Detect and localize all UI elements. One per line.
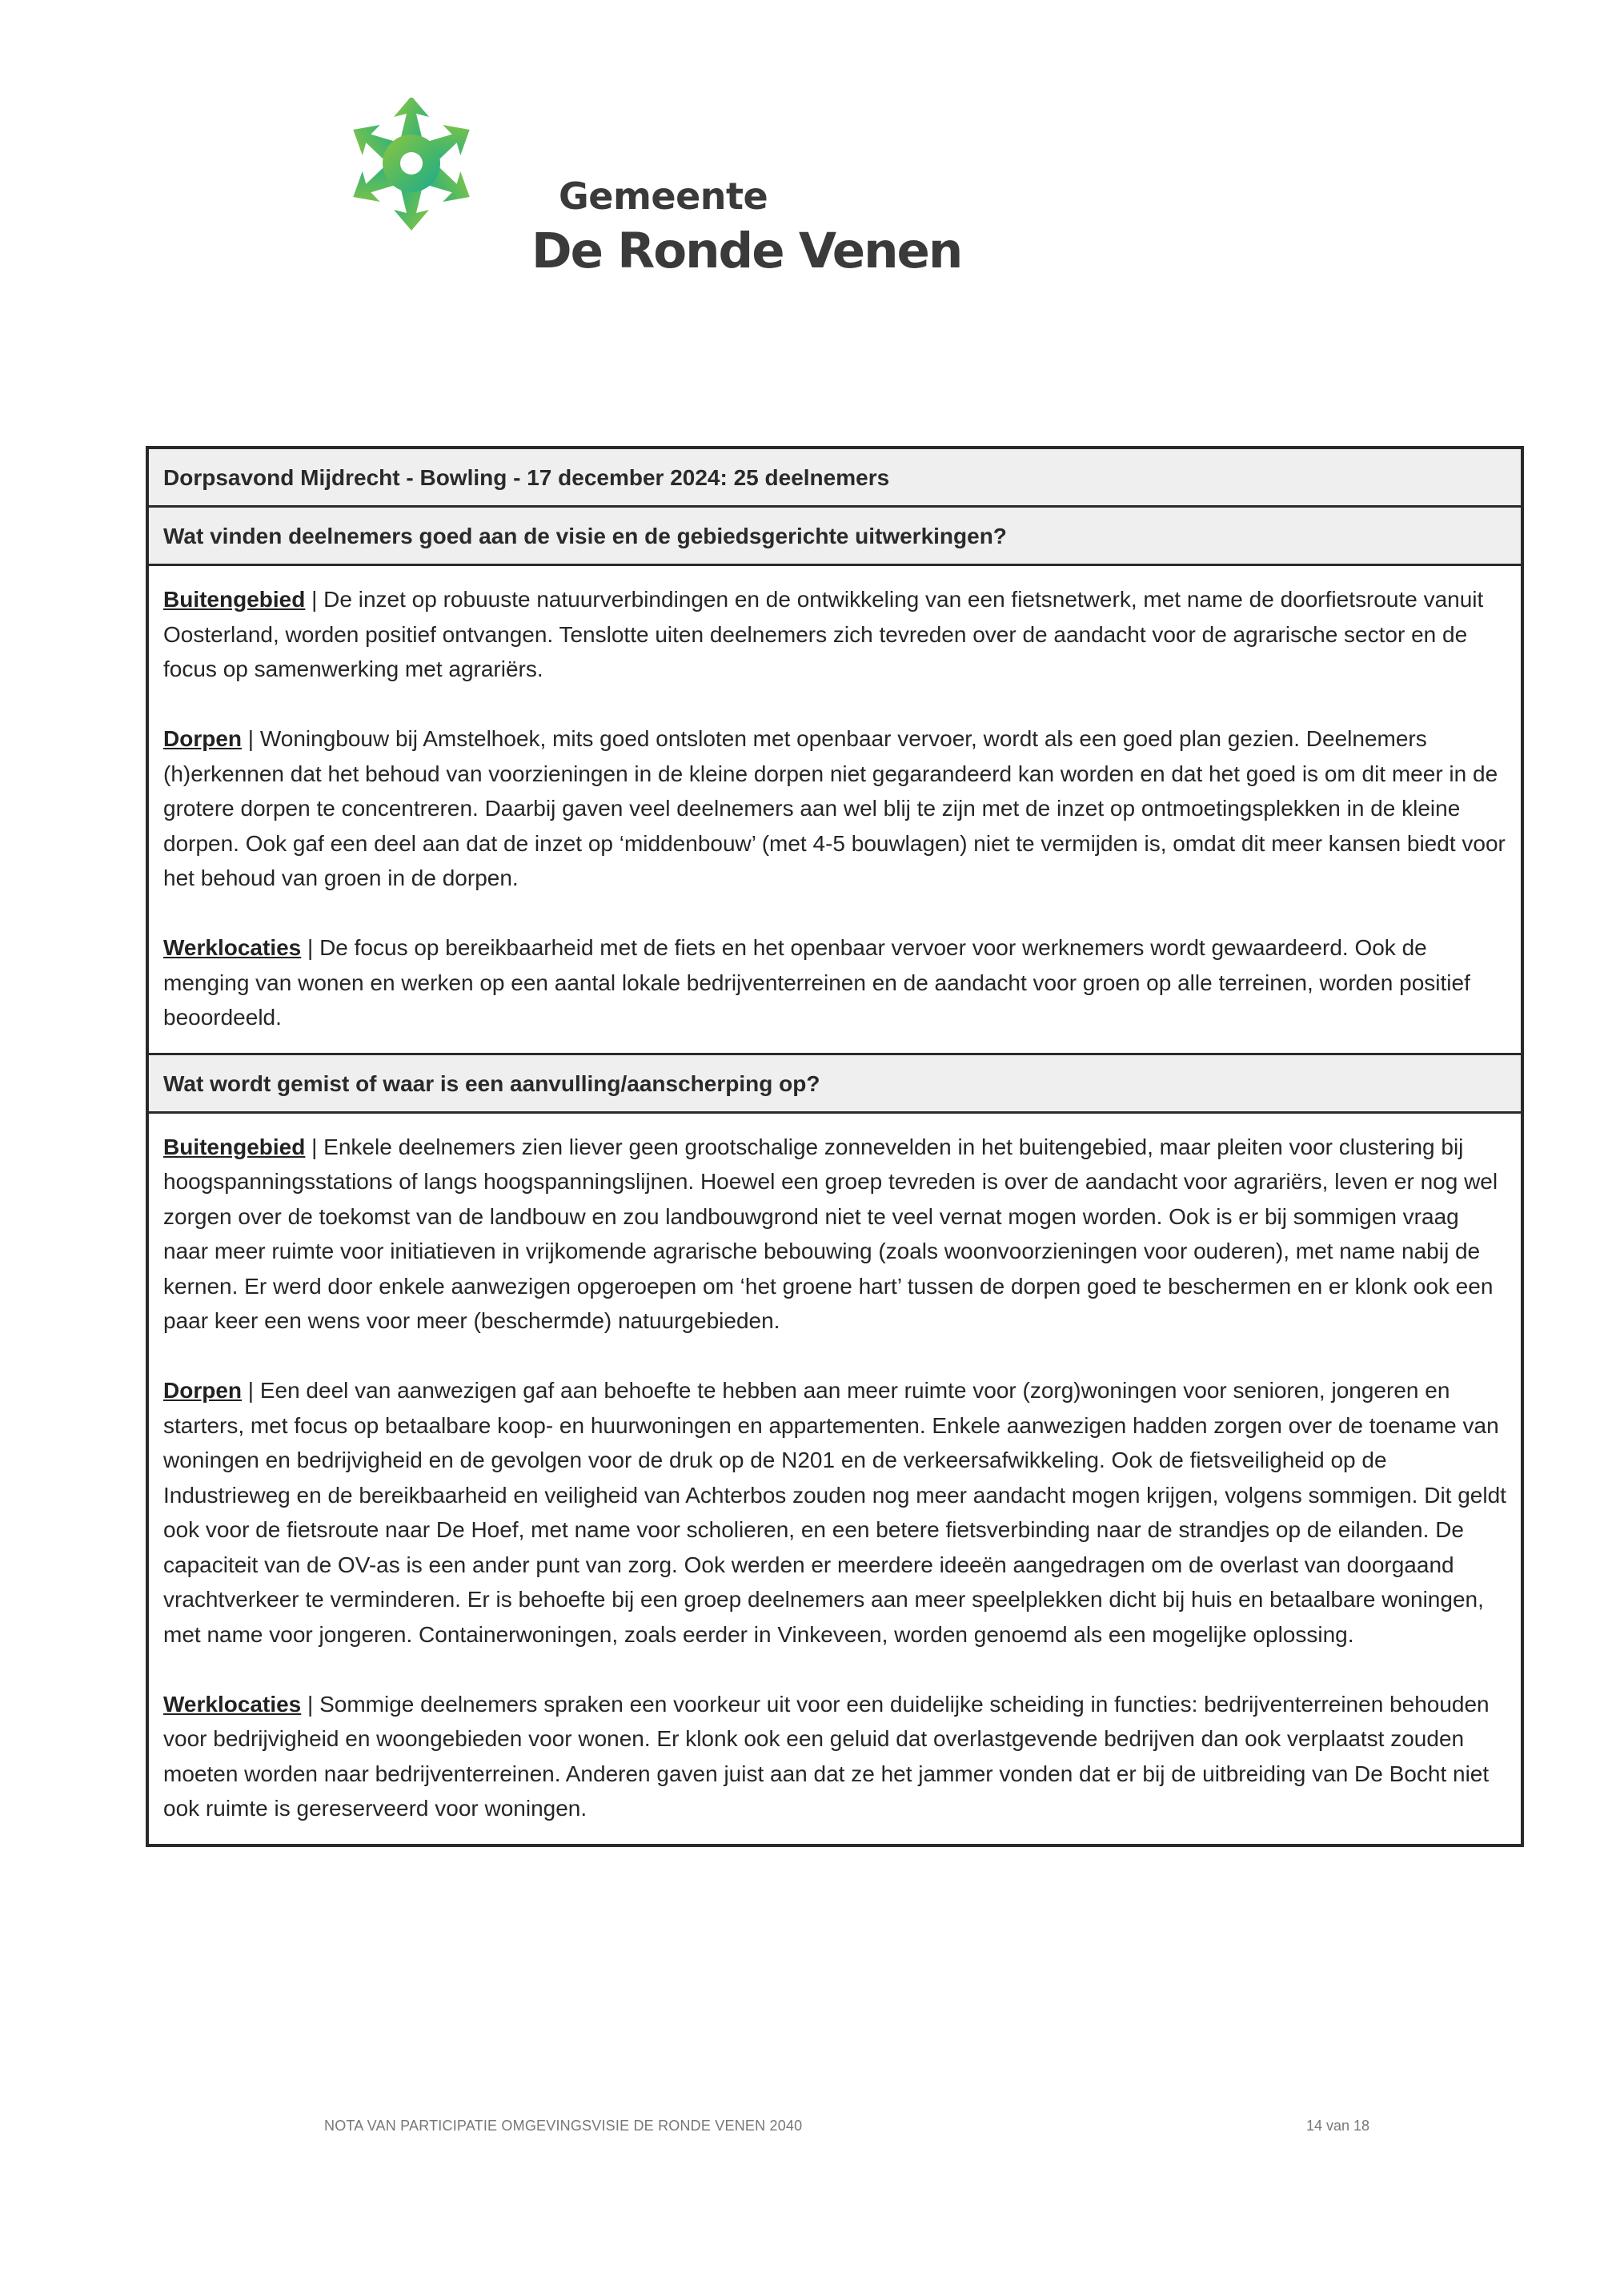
paragraph-text: | Sommige deelnemers spraken een voorkeur uit voor een duidelijke scheiding in functies: bedrijventerreinen behouden voor bedrijvigheid en woongebieden voor wonen. Er klonk ook een geluid dat overlastgevende bedrijven dan ook verplaatst zouden moeten worden naar bedrijventerreinen. Anderen gaven juist aan dat ze het jammer vonden dat er bij de uitbreiding van De Bocht niet ook ruimte is gereserveerd voor woningen. [163, 1691, 1490, 1821]
section-body-positive [149, 566, 1521, 1055]
paragraph-werklocaties [163, 930, 1506, 1035]
municipality-logo [307, 98, 964, 298]
paragraph-label: Dorpen [163, 726, 242, 751]
paragraph-text: | Een deel van aanwezigen gaf aan behoefte te hebben aan meer ruimte voor (zorg)woningen voor senioren, jongeren en starters, met focus op betaalbare koop- en huurwoningen en appartementen. Enkele aanwezigen hadden zorgen over de toename van woningen en bedrijvigheid en de gevolgen voor de druk op de N201 en de verkeersafwikkeling. Ook de fietsveiligheid op de Industrieweg en de bereikbaarheid en veiligheid van Achterbos zouden nog meer aandacht mogen krijgen, volgens sommigen. Dit geldt ook voor de fietsroute naar De Hoef, met name voor scholieren, en een betere fietsverbinding naar de strandjes op de eilanden. De capaciteit van de OV-as is een ander punt van zorg. Ook werden er meerdere ideeën aangedragen om de overlast van doorgaand vrachtverkeer te verminderen. Er is behoefte bij een groep deelnemers aan meer speelplekken dicht bij huis en betaalbare woningen, met name voor jongeren. Containerwoningen, zoals eerder in Vinkeveen, worden genoemd als een mogelijke oplossing. [163, 1378, 1506, 1647]
star-logo-icon [307, 98, 539, 258]
participation-table [146, 446, 1524, 1847]
logo-text-gemeente: Gemeente [559, 175, 768, 218]
table-title: Dorpsavond Mijdrecht - Bowling - 17 december 2024: 25 deelnemers [149, 449, 1521, 508]
section-body-missing [149, 1114, 1521, 1844]
paragraph-buitengebied [163, 1130, 1506, 1339]
section-question-positive: Wat vinden deelnemers goed aan de visie en de gebiedsgerichte uitwerkingen? [149, 508, 1521, 566]
logo-text-name: De Ronde Venen [531, 223, 962, 279]
paragraph-text: | De focus op bereikbaarheid met de fiets en het openbaar vervoer voor werknemers wordt gewaardeerd. Ook de menging van wonen en werken op een aantal lokale bedrijventerreinen en de aandacht voor groen op alle terreinen, worden positief beoordeeld. [163, 935, 1470, 1030]
paragraph-text: | De inzet op robuuste natuurverbindingen en de ontwikkeling van een fietsnetwerk, met name de doorfietsroute vanuit Oosterland, worden positief ontvangen. Tenslotte uiten deelnemers zich tevreden over de aandacht voor de agrarische sector en de focus op samenwerking met agrariërs. [163, 587, 1484, 681]
paragraph-text: | Woningbouw bij Amstelhoek, mits goed ontsloten met openbaar vervoer, wordt als een goed plan gezien. Deelnemers (h)erkennen dat het behoud van voorzieningen in de kleine dorpen niet gegarandeerd kan worden en dat het goed is om dit meer in de grotere dorpen te concentreren. Daarbij gaven veel deelnemers aan wel blij te zijn met de inzet op ontmoetingsplekken in de kleine dorpen. Ook gaf een deel aan dat de inzet op ‘middenbouw’ (met 4-5 bouwlagen) niet te vermijden is, omdat dit meer kansen biedt voor het behoud van groen in de dorpen. [163, 726, 1506, 890]
paragraph-label: Buitengebied [163, 587, 306, 612]
footer-page-number: 14 van 18 [1306, 2118, 1370, 2134]
section-question-missing: Wat wordt gemist of waar is een aanvulling/aanscherping op? [149, 1055, 1521, 1114]
paragraph-dorpen [163, 721, 1506, 896]
footer-document-title: NOTA VAN PARTICIPATIE OMGEVINGSVISIE DE RONDE VENEN 2040 [324, 2118, 803, 2134]
paragraph-label: Werklocaties [163, 935, 302, 960]
paragraph-dorpen [163, 1373, 1506, 1652]
paragraph-text: | Enkele deelnemers zien liever geen grootschalige zonnevelden in het buitengebied, maar pleiten voor clustering bij hoogspanningsstations of langs hoogspanningslijnen. Hoewel een groep tevreden is over de aandacht voor agrariërs, leven er nog wel zorgen over de toekomst van de landbouw en zou landbouwgrond niet te veel vernat mogen worden. Ook is er bij sommigen vraag naar meer ruimte voor initiatieven in vrijkomende agrarische bebouwing (zoals woonvoorzieningen voor ouderen), met name nabij de kernen. Er werd door enkele aanwezigen opgeroepen om ‘het groene hart’ tussen de dorpen goed te beschermen en er klonk ook een paar keer een wens voor meer (beschermde) natuurgebieden. [163, 1134, 1498, 1333]
paragraph-label: Buitengebied [163, 1134, 306, 1159]
paragraph-buitengebied [163, 582, 1506, 687]
paragraph-label: Dorpen [163, 1378, 242, 1403]
paragraph-werklocaties [163, 1687, 1506, 1826]
paragraph-label: Werklocaties [163, 1691, 302, 1717]
